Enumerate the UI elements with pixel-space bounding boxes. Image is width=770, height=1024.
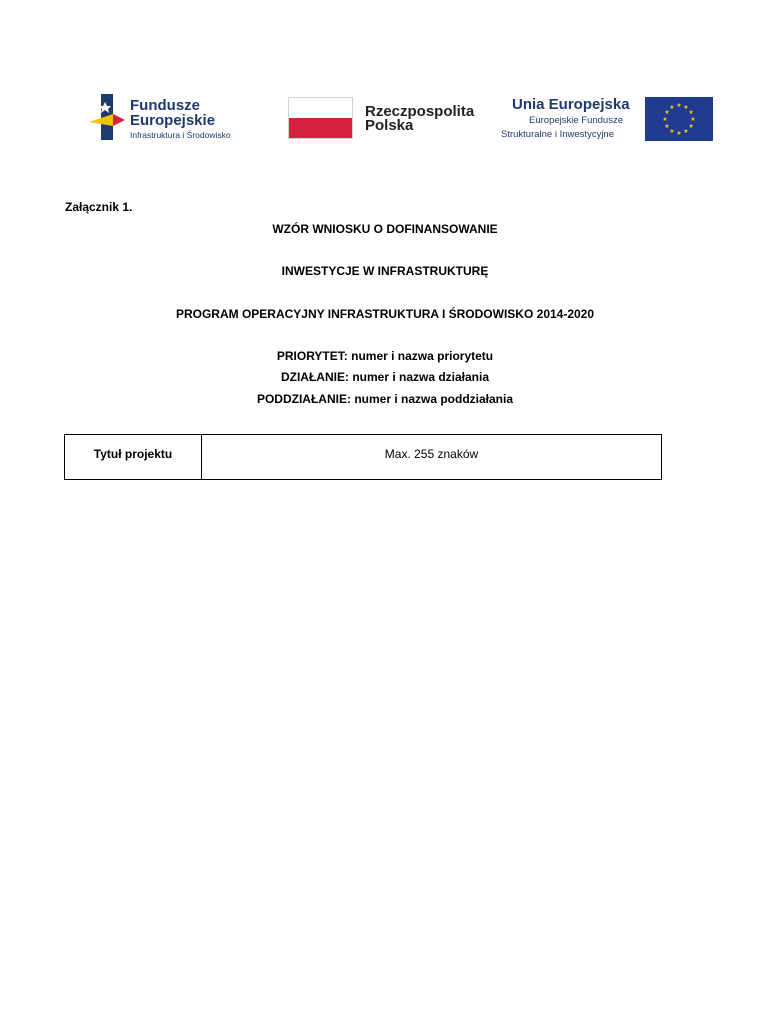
unia-logo-line2: Europejskie Fundusze [529, 115, 623, 126]
polish-flag-icon [288, 97, 353, 139]
action-value: numer i nazwa działania [352, 370, 490, 384]
unia-logo-line3: Strukturalne i Inwestycyjne [501, 129, 614, 140]
polska-logo-line1: Rzeczpospolita [365, 103, 475, 120]
document-title: WZÓR WNIOSKU O DOFINANSOWANIE [272, 222, 498, 236]
action-label: DZIAŁANIE: [280, 370, 349, 384]
eu-star-icon: ★ [669, 129, 675, 136]
table-row [65, 435, 662, 480]
logo-bar [0, 0, 770, 160]
eu-star-icon: ★ [690, 117, 696, 123]
unia-logo-line1: Unia Europejska [512, 96, 630, 113]
priority-label: PRIORYTET: [276, 349, 348, 363]
priority-value: numer i nazwa priorytetu [351, 349, 494, 363]
eu-star-icon: ★ [688, 110, 694, 116]
priority-line [0, 349, 770, 363]
action-line [0, 370, 770, 384]
eu-star-icon: ★ [664, 110, 670, 116]
eu-star-icon: ★ [669, 104, 675, 111]
annex-label: Załącznik 1. [65, 200, 133, 214]
subaction-label: PODDZIAŁANIE: [256, 392, 351, 406]
subaction-value: numer i nazwa poddziałania [354, 392, 514, 406]
eu-star-icon: ★ [662, 117, 668, 123]
project-title-label: Tytuł projektu [65, 435, 202, 480]
fundusze-europejskie-icon [89, 92, 125, 142]
fundusze-logo-line3: Infrastruktura i Środowisko [130, 130, 231, 140]
fundusze-logo-line2: Europejskie [130, 112, 216, 129]
document-subtitle: INWESTYCJE W INFRASTRUKTURĘ [281, 264, 489, 278]
eu-star-icon: ★ [683, 104, 689, 111]
eu-star-icon: ★ [676, 103, 682, 109]
program-name: PROGRAM OPERACYJNY INFRASTRUKTURA I ŚRODOWISKO 2014-2020 [175, 307, 595, 321]
eu-star-icon: ★ [664, 124, 670, 130]
eu-star-icon: ★ [688, 124, 694, 130]
polska-logo-line2: Polska [365, 117, 414, 134]
eu-star-icon: ★ [676, 131, 682, 137]
eu-star-icon: ★ [683, 129, 689, 136]
project-title-table [64, 434, 662, 480]
fundusze-logo-line1: Fundusze [130, 97, 200, 114]
eu-flag-icon [645, 97, 713, 141]
project-title-field[interactable]: Max. 255 znaków [202, 435, 662, 480]
subaction-line [0, 392, 770, 406]
